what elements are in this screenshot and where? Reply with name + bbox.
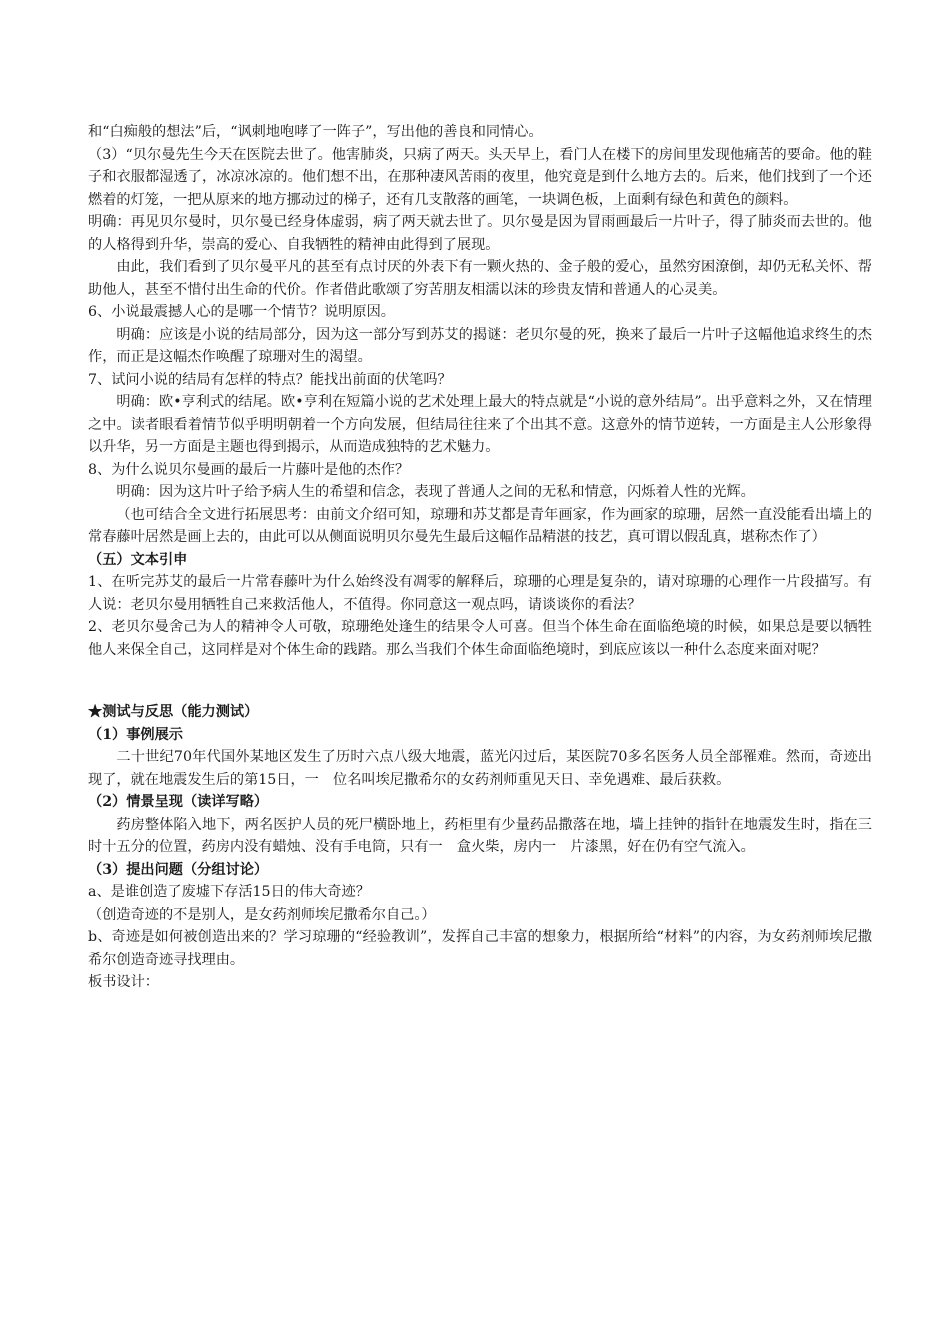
section-heading: （五）文本引申 <box>88 551 188 568</box>
subsection-heading: （3）提出问题（分组讨论） <box>88 861 269 878</box>
note-paragraph: （也可结合全文进行拓展思考：由前文介绍可知，琼珊和苏艾都是青年画家，作为画家的琼珊，居然一直没能看出墙上的常春藤叶居然是画上去的，由此可以从侧面说明贝尔曼先生最后这幅作品精湛的技艺，真可谓以假乱真，堪称杰作了） <box>88 506 872 545</box>
paragraph: 由此，我们看到了贝尔曼平凡的甚至有点讨厌的外表下有一颗火热的、金子般的爱心，虽然穷困潦倒，却仍无私关怀、帮助他人，甚至不惜付出生命的代价。作者借此歌颂了穷苦朋友相濡以沫的珍贵友情和普通人的心灵美。 <box>88 259 872 298</box>
answer-paragraph: 明确：欧•亨利式的结尾。欧•亨利在短篇小说的艺术处理上最大的特点就是“小说的意外结局”。出乎意料之外，又在情理之中。读者眼看着情节似乎明明朝着一个方向发展，但结局往往来了个出其不意。这意外的情节逆转，一方面是主人公形象得以升华，另一方面是主题也得到揭示，从而造成独特的艺术魅力。 <box>88 394 872 455</box>
section-heading: ★测试与反思（能力测试） <box>88 704 259 720</box>
spacer <box>88 685 872 701</box>
question-heading: 8、为什么说贝尔曼画的最后一片藤叶是他的杰作？ <box>88 461 410 478</box>
paragraph: （3）“贝尔曼先生今天在医院去世了。他害肺炎，只病了两天。头天早上，看门人在楼下的房间里发现他痛苦的要命。他的鞋子和衣服都湿透了，冰凉冰凉的。他们想不出，在那种凄风苦雨的夜里，他究竟是到什么地方去的。后来，他们找到了一个还燃着的灯笼，一把从原来的地方挪动过的梯子，还有几支散落的画笔，一块调色板，上面剩有绿色和黄色的颜料。 <box>88 146 872 208</box>
paragraph: 明确：再见贝尔曼时，贝尔曼已经身体虚弱，病了两天就去世了。贝尔曼是因为冒雨画最后一片叶子，得了肺炎而去世的。他的人格得到升华，崇高的爱心、自我牺牲的精神由此得到了展现。 <box>88 214 872 253</box>
paragraph: 药房整体陷入地下，两名医护人员的死尸横卧地上，药柜里有少量药品撒落在地，墙上挂钟的指针在地震发生时，指在三时十五分的位置，药房内没有蜡烛、没有手电筒，只有一 盒火柴，房内一 片漆黑，好在仍有空气流入。 <box>88 816 872 855</box>
paragraph: 2、老贝尔曼舍己为人的精神令人可敬，琼珊绝处逢生的结果令人可喜。但当个体生命在面临绝境的时候，如果总是要以牺牲他人来保全自己，这同样是对个体生命的践踏。那么当我们个体生命面临绝境时，到底应该以一种什么态度来面对呢？ <box>88 619 872 658</box>
answer-paragraph: 明确：应该是小说的结局部分，因为这一部分写到苏艾的揭谜：老贝尔曼的死，换来了最后一片叶子这幅他追求终生的杰作，而正是这幅杰作唤醒了琼珊对生的渴望。 <box>88 326 872 365</box>
paragraph: 二十世纪70年代国外某地区发生了历时六点八级大地震，蓝光闪过后，某医院70多名医务人员全部罹难。然而，奇迹出现了，就在地震发生后的第15日，一 位名叫埃尼撒希尔的女药剂师重见天日、幸免遇难、最后获救。 <box>88 749 872 788</box>
spacer <box>88 661 872 685</box>
board-design-label: 板书设计： <box>88 974 159 990</box>
subsection-heading: （2）情景呈现（读详写略） <box>88 794 269 810</box>
paragraph: b、奇迹是如何被创造出来的？学习琼珊的“经验教训”，发挥自己丰富的想象力，根据所给“材料”的内容，为女药剂师埃尼撒希尔创造奇迹寻找理由。 <box>88 929 872 968</box>
paragraph: 1、在听完苏艾的最后一片常春藤叶为什么始终没有凋零的解释后，琼珊的心理是复杂的，请对琼珊的心理作一片段描写。有人说：老贝尔曼用牺牲自己来救活他人，不值得。你同意这一观点吗，请谈谈你的看法？ <box>88 574 872 613</box>
paragraph: a、是谁创造了废墟下存活15日的伟大奇迹？ <box>88 884 370 900</box>
question-heading: 6、小说最震撼人心的是哪一个情节？说明原因。 <box>88 304 395 320</box>
subsection-heading: （1）事例展示 <box>88 726 183 743</box>
paragraph: （创造奇迹的不是别人，是女药剂师埃尼撒希尔自己。） <box>88 906 436 923</box>
document-body <box>88 121 872 994</box>
question-heading: 7、试问小说的结局有怎样的特点？能找出前面的伏笔吗？ <box>88 371 452 388</box>
answer-paragraph: 明确：因为这片叶子给予病人生的希望和信念，表现了普通人之间的无私和情意，闪烁着人性的光辉。 <box>116 484 755 500</box>
paragraph: 和“白痴般的想法”后，“讽刺地咆哮了一阵子”，写出他的善良和同情心。 <box>88 124 543 140</box>
